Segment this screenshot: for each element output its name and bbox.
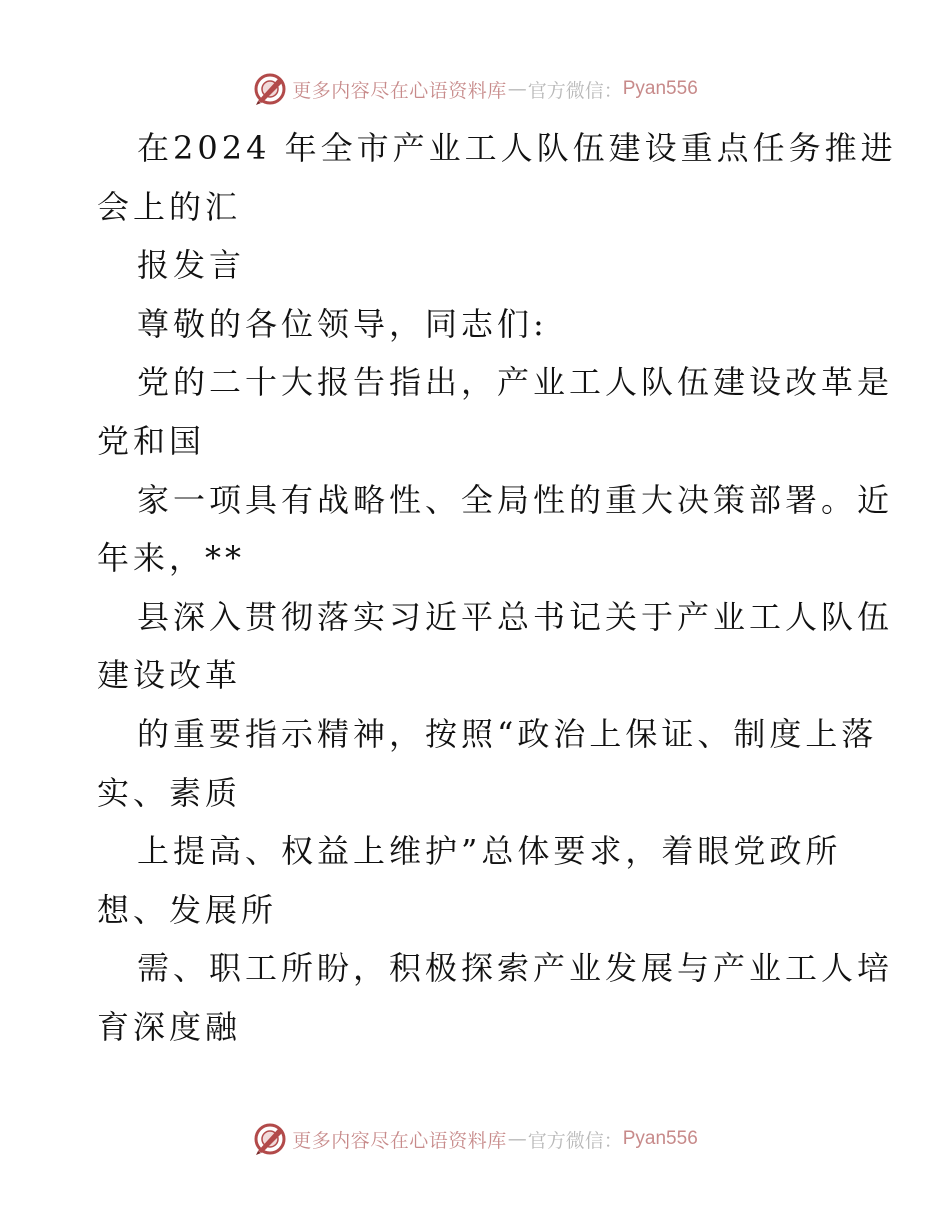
doc-line: 尊敬的各位领导，同志们: [137,304,548,343]
doc-line: 县深入贯彻落实习近平总书记关于产业工人队伍 [137,597,894,636]
watermark-wechat-label: 官方微信： [527,1129,623,1152]
doc-line: 需、职工所盼，积极探索产业发展与产业工人培 [137,949,894,988]
watermark-separator: — [507,1128,527,1150]
doc-line: 年来，** [97,539,246,578]
watermark-separator: — [507,78,527,100]
watermark-text: 更多内容尽在心语资料库 [292,1129,507,1152]
document-body [97,119,897,1057]
watermark-wechat-id: Pyan556 [622,1128,698,1149]
watermark-wechat-label: 官方微信： [527,79,623,102]
doc-line: 上提高、权益上维护”总体要求，着眼党政所 [137,832,842,871]
header-watermark [0,67,950,111]
doc-line: 育深度融 [97,1007,242,1046]
doc-line: 想、发展所 [97,890,278,929]
doc-line: 党的二十大报告指出，产业工人队伍建设改革是 [137,363,894,402]
watermark-wechat-id: Pyan556 [622,78,698,99]
doc-line: 建设改革 [97,656,242,695]
doc-line: 报发言 [137,246,246,285]
doc-line: 会上的汇 [97,187,242,226]
pen-logo-icon [252,1121,288,1157]
pen-logo-icon [252,71,288,107]
doc-line: 的重要指示精神，按照“政治上保证、制度上落 [137,714,878,753]
doc-line: 实、素质 [97,773,242,812]
doc-line: 党和国 [97,421,206,460]
doc-line: 家一项具有战略性、全局性的重大决策部署。近 [137,480,894,519]
footer-watermark [0,1117,950,1161]
doc-line: 在2024 年全市产业工人队伍建设重点任务推进 [137,129,897,167]
watermark-text: 更多内容尽在心语资料库 [292,79,507,102]
